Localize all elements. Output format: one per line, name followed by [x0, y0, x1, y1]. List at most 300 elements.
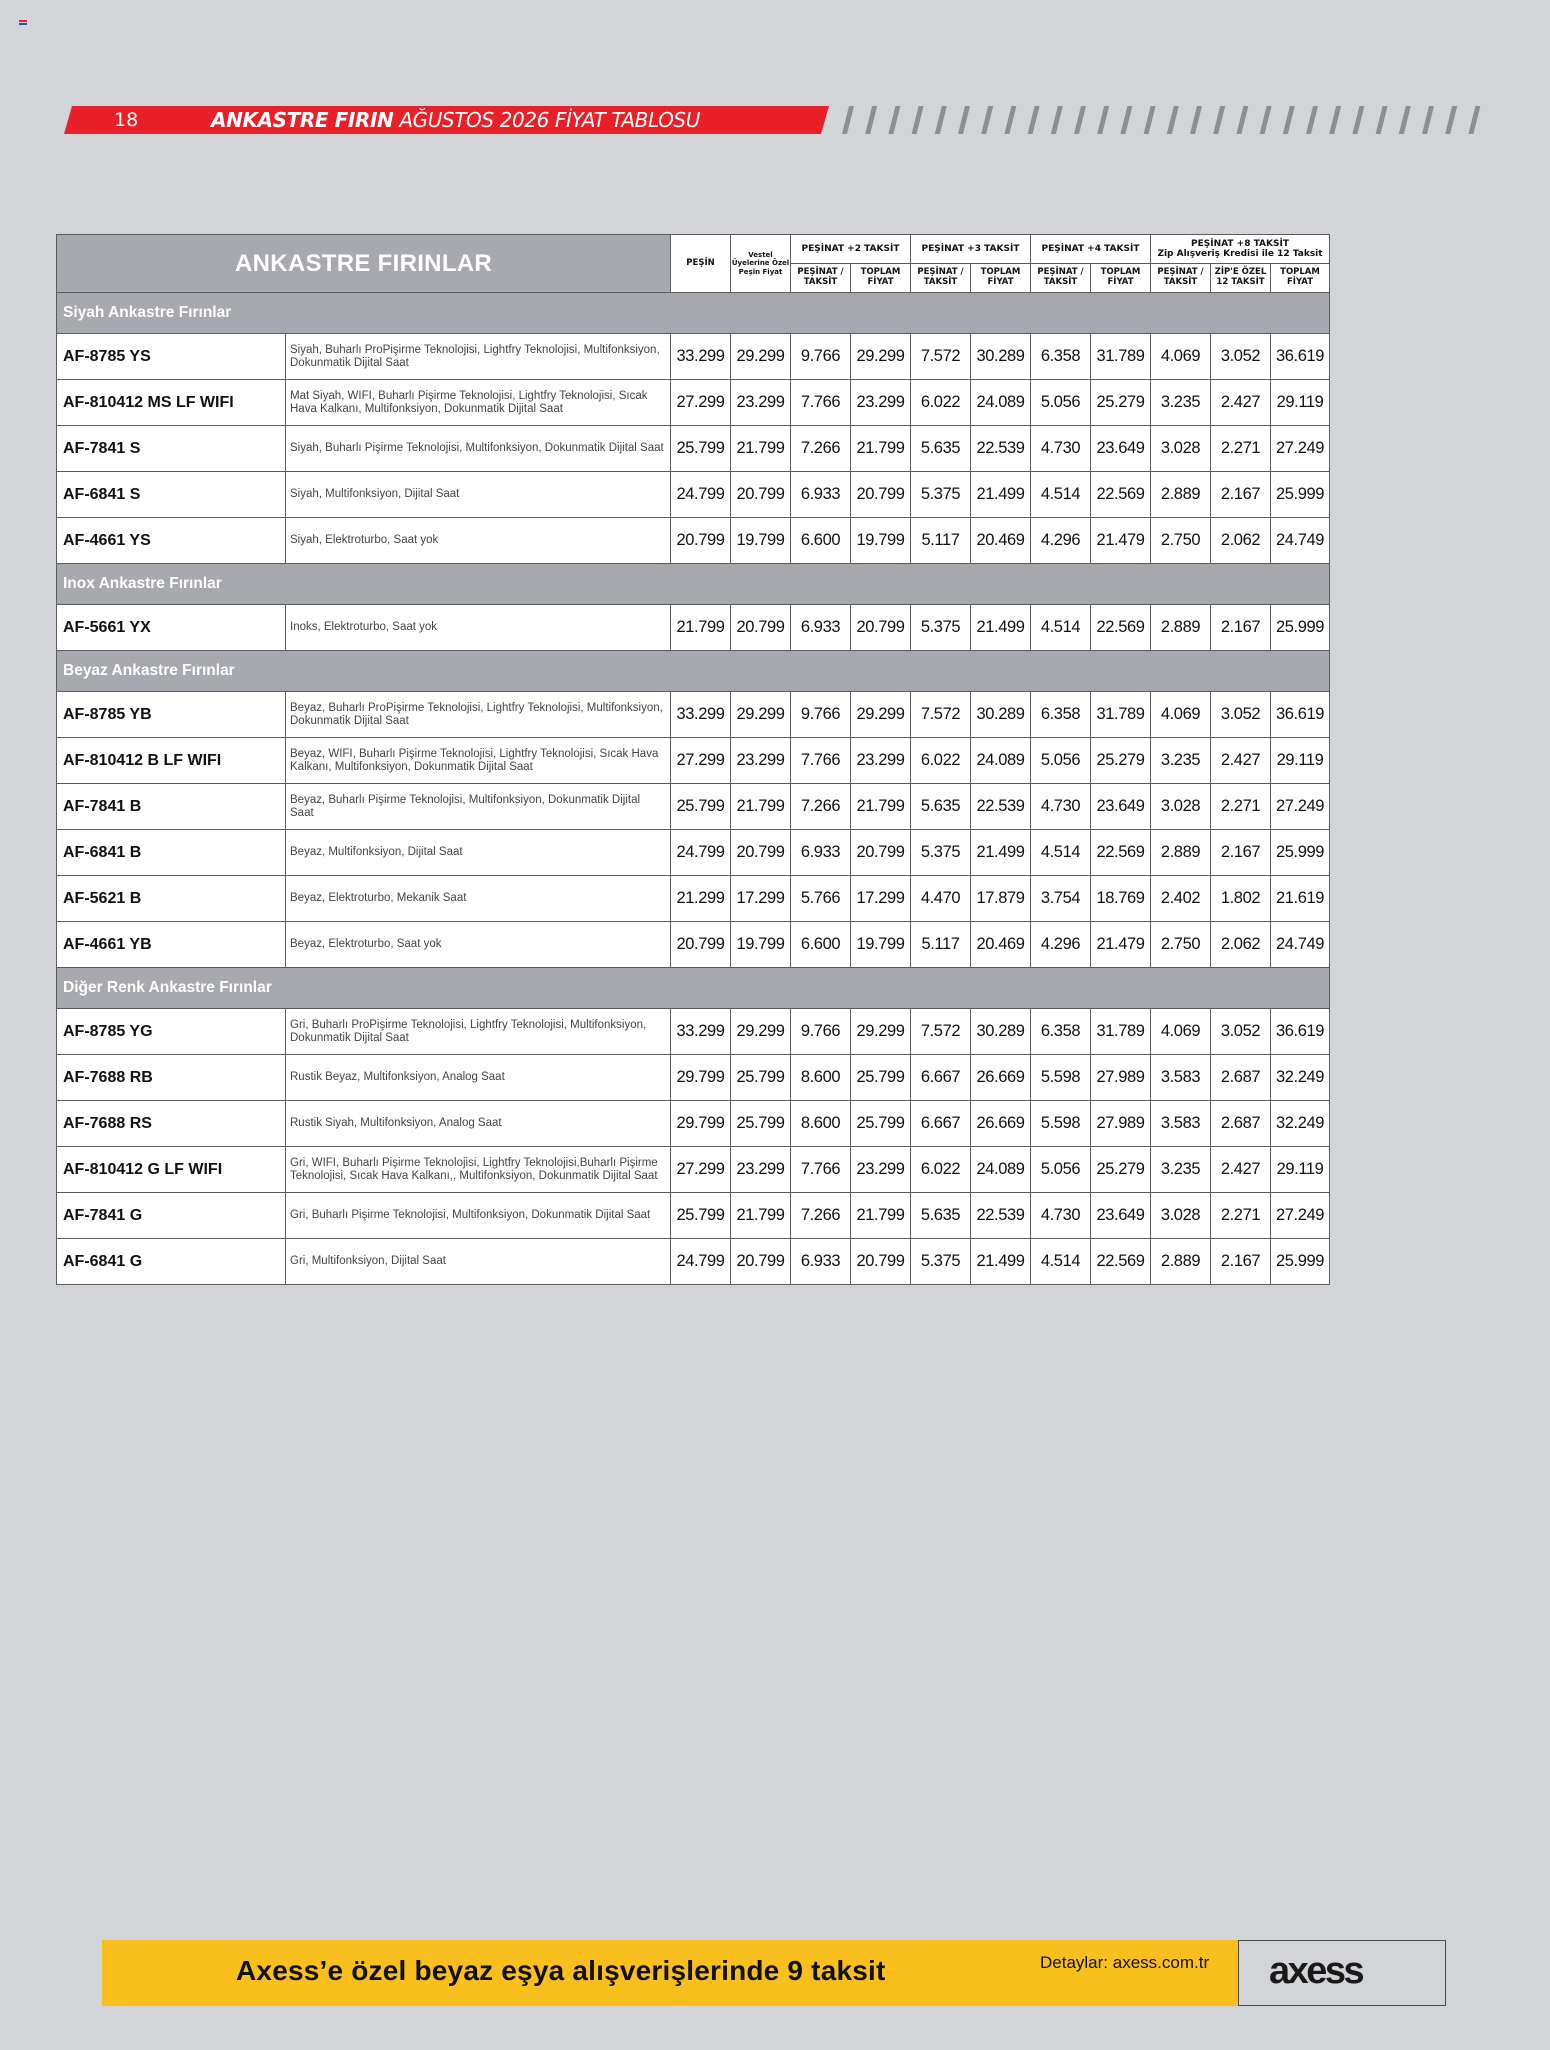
- price-cell: 33.299: [671, 334, 731, 380]
- stripe: [1445, 106, 1457, 134]
- price-cell: 4.069: [1151, 334, 1211, 380]
- price-cell: 7.266: [791, 426, 851, 472]
- price-cell: 2.889: [1151, 830, 1211, 876]
- axess-logo-box: [1238, 1940, 1446, 2006]
- stripe: [1074, 106, 1086, 134]
- price-cell: 20.799: [731, 472, 791, 518]
- price-cell: 31.789: [1091, 692, 1151, 738]
- price-cell: 2.889: [1151, 472, 1211, 518]
- price-cell: 22.539: [971, 426, 1031, 472]
- stripe: [865, 106, 877, 134]
- price-table: [56, 234, 1330, 1285]
- price-cell: 4.514: [1031, 472, 1091, 518]
- description-cell: Siyah, Buharlı Pişirme Teknolojisi, Multifonksiyon, Dokunmatik Dijital Saat: [286, 426, 671, 472]
- price-cell: 21.799: [731, 426, 791, 472]
- group-header-2-taksit: PEŞİNAT +2 TAKSİT: [791, 235, 911, 264]
- price-cell: 3.028: [1151, 426, 1211, 472]
- price-cell: 2.889: [1151, 1239, 1211, 1285]
- price-cell: 22.539: [971, 784, 1031, 830]
- subheader-toplam-fiyat: TOPLAM FİYAT: [971, 264, 1031, 293]
- price-cell: 2.167: [1211, 472, 1271, 518]
- price-cell: 25.799: [671, 784, 731, 830]
- price-cell: 7.572: [911, 1009, 971, 1055]
- price-cell: 3.754: [1031, 876, 1091, 922]
- description-cell: Gri, WIFI, Buharlı Pişirme Teknolojisi, Lightfry Teknolojisi,Buharlı Pişirme Teknolojisi, Sıcak Hava Kalkanı,, Multifonksiyon, Dokunmatik Dijital Saat: [286, 1147, 671, 1193]
- stripe: [958, 106, 970, 134]
- table-row: [57, 830, 1330, 876]
- price-cell: 5.117: [911, 518, 971, 564]
- section-title: Diğer Renk Ankastre Fırınlar: [57, 968, 1330, 1009]
- model-cell: AF-7688 RS: [57, 1101, 286, 1147]
- table-row: [57, 922, 1330, 968]
- price-cell: 21.799: [851, 1193, 911, 1239]
- price-cell: 2.427: [1211, 1147, 1271, 1193]
- model-cell: AF-8785 YB: [57, 692, 286, 738]
- model-cell: AF-5621 B: [57, 876, 286, 922]
- group-header-8-line2: Zip Alışveriş Kredisi ile 12 Taksit: [1157, 249, 1323, 259]
- model-cell: AF-6841 G: [57, 1239, 286, 1285]
- model-cell: AF-7841 G: [57, 1193, 286, 1239]
- price-cell: 27.989: [1091, 1101, 1151, 1147]
- price-cell: 6.022: [911, 738, 971, 784]
- price-cell: 5.375: [911, 830, 971, 876]
- details-link[interactable]: Detaylar: axess.com.tr: [1040, 1953, 1210, 1972]
- price-cell: 24.089: [971, 738, 1031, 784]
- price-cell: 23.299: [851, 380, 911, 426]
- price-cell: 22.569: [1091, 472, 1151, 518]
- price-cell: 19.799: [731, 518, 791, 564]
- price-cell: 21.799: [851, 784, 911, 830]
- description-cell: Beyaz, Elektroturbo, Saat yok: [286, 922, 671, 968]
- price-cell: 21.799: [671, 605, 731, 651]
- price-cell: 26.669: [971, 1055, 1031, 1101]
- group-header-8-line1: PEŞİNAT +8 TAKSİT: [1191, 238, 1289, 249]
- price-cell: 20.799: [851, 472, 911, 518]
- price-cell: 6.933: [791, 830, 851, 876]
- stripe: [1468, 106, 1480, 134]
- section-row: [57, 651, 1330, 692]
- price-cell: 36.619: [1271, 692, 1330, 738]
- price-cell: 3.028: [1151, 784, 1211, 830]
- price-cell: 21.799: [731, 784, 791, 830]
- subheader-pesinat-taksit: PEŞİNAT / TAKSİT: [911, 264, 971, 293]
- page-title-rest: AĞUSTOS 2026 FİYAT TABLOSU: [393, 108, 700, 132]
- table-row: [57, 1193, 1330, 1239]
- price-cell: 27.249: [1271, 426, 1330, 472]
- corner-flag-icon: [19, 20, 27, 27]
- description-cell: Inoks, Elektroturbo, Saat yok: [286, 605, 671, 651]
- price-cell: 25.279: [1091, 380, 1151, 426]
- price-cell: 29.299: [851, 1009, 911, 1055]
- price-cell: 7.766: [791, 380, 851, 426]
- stripe: [1352, 106, 1364, 134]
- price-cell: 6.667: [911, 1055, 971, 1101]
- table-body: [57, 293, 1330, 1285]
- price-cell: 2.750: [1151, 518, 1211, 564]
- price-cell: 2.271: [1211, 426, 1271, 472]
- section-title: Beyaz Ankastre Fırınlar: [57, 651, 1330, 692]
- price-cell: 19.799: [731, 922, 791, 968]
- stripe: [1283, 106, 1295, 134]
- description-cell: Beyaz, Multifonksiyon, Dijital Saat: [286, 830, 671, 876]
- group-header-8-taksit: [1151, 235, 1330, 264]
- price-cell: 7.766: [791, 1147, 851, 1193]
- price-cell: 3.235: [1151, 738, 1211, 784]
- price-cell: 25.999: [1271, 830, 1330, 876]
- price-cell: 9.766: [791, 692, 851, 738]
- price-cell: 24.799: [671, 830, 731, 876]
- price-cell: 5.056: [1031, 380, 1091, 426]
- stripe: [1144, 106, 1156, 134]
- stripe: [1004, 106, 1016, 134]
- price-cell: 4.730: [1031, 426, 1091, 472]
- table-row: [57, 380, 1330, 426]
- price-cell: 21.479: [1091, 922, 1151, 968]
- price-cell: 25.799: [731, 1101, 791, 1147]
- model-cell: AF-6841 S: [57, 472, 286, 518]
- price-cell: 5.375: [911, 605, 971, 651]
- price-cell: 24.749: [1271, 922, 1330, 968]
- description-cell: Gri, Multifonksiyon, Dijital Saat: [286, 1239, 671, 1285]
- price-cell: 22.569: [1091, 605, 1151, 651]
- price-cell: 30.289: [971, 1009, 1031, 1055]
- model-cell: AF-810412 MS LF WIFI: [57, 380, 286, 426]
- price-cell: 29.299: [731, 692, 791, 738]
- section-row: [57, 293, 1330, 334]
- price-cell: 3.052: [1211, 692, 1271, 738]
- price-cell: 2.167: [1211, 1239, 1271, 1285]
- price-cell: 32.249: [1271, 1101, 1330, 1147]
- price-cell: 6.600: [791, 518, 851, 564]
- stripe: [1399, 106, 1411, 134]
- price-cell: 6.358: [1031, 692, 1091, 738]
- price-cell: 9.766: [791, 334, 851, 380]
- model-cell: AF-8785 YS: [57, 334, 286, 380]
- price-cell: 5.766: [791, 876, 851, 922]
- price-cell: 21.479: [1091, 518, 1151, 564]
- price-cell: 20.469: [971, 922, 1031, 968]
- stripe: [842, 106, 854, 134]
- price-cell: 6.600: [791, 922, 851, 968]
- stripe: [1028, 106, 1040, 134]
- col-header-pesin: PEŞİN: [671, 235, 731, 293]
- price-cell: 24.089: [971, 1147, 1031, 1193]
- price-cell: 29.119: [1271, 1147, 1330, 1193]
- price-cell: 4.296: [1031, 518, 1091, 564]
- description-cell: Rustik Siyah, Multifonksiyon, Analog Saat: [286, 1101, 671, 1147]
- price-cell: 27.249: [1271, 1193, 1330, 1239]
- price-cell: 6.022: [911, 380, 971, 426]
- stripe: [1120, 106, 1132, 134]
- page-title-bold: ANKASTRE FIRIN: [211, 108, 394, 132]
- price-cell: 25.799: [731, 1055, 791, 1101]
- subheader-toplam-fiyat: TOPLAM FİYAT: [1271, 264, 1330, 293]
- table-row: [57, 518, 1330, 564]
- description-cell: Gri, Buharlı Pişirme Teknolojisi, Multifonksiyon, Dokunmatik Dijital Saat: [286, 1193, 671, 1239]
- table-row: [57, 876, 1330, 922]
- price-cell: 33.299: [671, 1009, 731, 1055]
- price-cell: 5.056: [1031, 1147, 1091, 1193]
- price-cell: 2.687: [1211, 1101, 1271, 1147]
- price-cell: 2.750: [1151, 922, 1211, 968]
- price-cell: 25.999: [1271, 1239, 1330, 1285]
- table-row: [57, 472, 1330, 518]
- price-cell: 7.766: [791, 738, 851, 784]
- price-cell: 2.271: [1211, 1193, 1271, 1239]
- price-cell: 5.635: [911, 784, 971, 830]
- stripe: [1051, 106, 1063, 134]
- price-cell: 29.299: [851, 334, 911, 380]
- price-cell: 23.299: [731, 738, 791, 784]
- price-cell: 23.299: [731, 1147, 791, 1193]
- axess-logo: axess: [1269, 1950, 1363, 1992]
- price-cell: 25.999: [1271, 472, 1330, 518]
- price-cell: 6.933: [791, 472, 851, 518]
- price-cell: 17.299: [851, 876, 911, 922]
- stripe: [912, 106, 924, 134]
- price-cell: 27.249: [1271, 784, 1330, 830]
- stripe: [1329, 106, 1341, 134]
- price-cell: 33.299: [671, 692, 731, 738]
- price-cell: 3.028: [1151, 1193, 1211, 1239]
- table-row: [57, 605, 1330, 651]
- table-row: [57, 738, 1330, 784]
- price-cell: 18.769: [1091, 876, 1151, 922]
- price-cell: 21.499: [971, 1239, 1031, 1285]
- price-cell: 5.598: [1031, 1101, 1091, 1147]
- price-cell: 4.730: [1031, 784, 1091, 830]
- subheader-pesinat-taksit: PEŞİNAT / TAKSİT: [1151, 264, 1211, 293]
- price-cell: 22.569: [1091, 830, 1151, 876]
- table-main-title: ANKASTRE FIRINLAR: [57, 235, 671, 293]
- price-cell: 3.235: [1151, 380, 1211, 426]
- stripe: [1213, 106, 1225, 134]
- price-cell: 25.279: [1091, 1147, 1151, 1193]
- price-cell: 3.052: [1211, 1009, 1271, 1055]
- price-cell: 4.730: [1031, 1193, 1091, 1239]
- price-cell: 27.299: [671, 738, 731, 784]
- page-number: 18: [114, 109, 139, 131]
- price-cell: 20.469: [971, 518, 1031, 564]
- model-cell: AF-5661 YX: [57, 605, 286, 651]
- price-cell: 25.799: [851, 1055, 911, 1101]
- price-cell: 5.056: [1031, 738, 1091, 784]
- price-cell: 23.299: [851, 1147, 911, 1193]
- stripe: [888, 106, 900, 134]
- price-cell: 24.799: [671, 1239, 731, 1285]
- price-cell: 5.117: [911, 922, 971, 968]
- model-cell: AF-7688 RB: [57, 1055, 286, 1101]
- table-row: [57, 426, 1330, 472]
- price-cell: 21.799: [851, 426, 911, 472]
- price-cell: 20.799: [731, 830, 791, 876]
- price-cell: 20.799: [851, 830, 911, 876]
- price-cell: 5.635: [911, 426, 971, 472]
- price-cell: 22.569: [1091, 1239, 1151, 1285]
- stripe: [1167, 106, 1179, 134]
- subheader-toplam-fiyat: TOPLAM FİYAT: [851, 264, 911, 293]
- price-cell: 20.799: [851, 1239, 911, 1285]
- price-cell: 4.514: [1031, 1239, 1091, 1285]
- description-cell: Siyah, Buharlı ProPişirme Teknolojisi, Lightfry Teknolojisi, Multifonksiyon, Dokunmatik Dijital Saat: [286, 334, 671, 380]
- subheader-toplam-fiyat: TOPLAM FİYAT: [1091, 264, 1151, 293]
- section-title: Siyah Ankastre Fırınlar: [57, 293, 1330, 334]
- price-cell: 2.427: [1211, 738, 1271, 784]
- section-title: Inox Ankastre Fırınlar: [57, 564, 1330, 605]
- price-cell: 20.799: [671, 518, 731, 564]
- model-cell: AF-6841 B: [57, 830, 286, 876]
- table-row: [57, 1009, 1330, 1055]
- price-cell: 2.062: [1211, 518, 1271, 564]
- model-cell: AF-7841 B: [57, 784, 286, 830]
- description-cell: Beyaz, Elektroturbo, Mekanik Saat: [286, 876, 671, 922]
- description-cell: Siyah, Elektroturbo, Saat yok: [286, 518, 671, 564]
- model-cell: AF-7841 S: [57, 426, 286, 472]
- price-cell: 20.799: [731, 605, 791, 651]
- price-cell: 25.999: [1271, 605, 1330, 651]
- price-cell: 4.514: [1031, 830, 1091, 876]
- price-cell: 3.052: [1211, 334, 1271, 380]
- stripe: [1236, 106, 1248, 134]
- price-cell: 27.299: [671, 1147, 731, 1193]
- price-cell: 29.799: [671, 1101, 731, 1147]
- subheader-pesinat-taksit: PEŞİNAT / TAKSİT: [1031, 264, 1091, 293]
- stripe: [1190, 106, 1202, 134]
- price-cell: 25.279: [1091, 738, 1151, 784]
- price-cell: 6.933: [791, 605, 851, 651]
- page-header-band: [64, 106, 829, 134]
- description-cell: Mat Siyah, WIFI, Buharlı Pişirme Teknolojisi, Lightfry Teknolojisi, Sıcak Hava Kalkanı, Multifonksiyon, Dokunmatik Dijital Saat: [286, 380, 671, 426]
- price-cell: 29.119: [1271, 380, 1330, 426]
- group-header-4-taksit: PEŞİNAT +4 TAKSİT: [1031, 235, 1151, 264]
- price-cell: 30.289: [971, 334, 1031, 380]
- price-cell: 21.799: [731, 1193, 791, 1239]
- price-cell: 21.299: [671, 876, 731, 922]
- section-row: [57, 564, 1330, 605]
- price-cell: 4.296: [1031, 922, 1091, 968]
- price-cell: 4.470: [911, 876, 971, 922]
- price-cell: 19.799: [851, 922, 911, 968]
- price-cell: 6.358: [1031, 334, 1091, 380]
- price-cell: 31.789: [1091, 1009, 1151, 1055]
- table-row: [57, 1055, 1330, 1101]
- price-cell: 5.598: [1031, 1055, 1091, 1101]
- table-row: [57, 334, 1330, 380]
- price-cell: 2.271: [1211, 784, 1271, 830]
- price-cell: 4.069: [1151, 692, 1211, 738]
- stripe: [1260, 106, 1272, 134]
- price-cell: 24.749: [1271, 518, 1330, 564]
- table-row: [57, 1239, 1330, 1285]
- price-cell: 29.799: [671, 1055, 731, 1101]
- table-row: [57, 1101, 1330, 1147]
- price-cell: 2.062: [1211, 922, 1271, 968]
- price-cell: 2.167: [1211, 605, 1271, 651]
- price-cell: 21.499: [971, 472, 1031, 518]
- price-cell: 21.499: [971, 605, 1031, 651]
- price-cell: 23.299: [731, 380, 791, 426]
- price-cell: 8.600: [791, 1055, 851, 1101]
- price-cell: 9.766: [791, 1009, 851, 1055]
- description-cell: Beyaz, Buharlı Pişirme Teknolojisi, Multifonksiyon, Dokunmatik Dijital Saat: [286, 784, 671, 830]
- price-cell: 4.514: [1031, 605, 1091, 651]
- price-cell: 17.879: [971, 876, 1031, 922]
- price-cell: 21.619: [1271, 876, 1330, 922]
- price-cell: 30.289: [971, 692, 1031, 738]
- price-cell: 2.889: [1151, 605, 1211, 651]
- price-cell: 20.799: [731, 1239, 791, 1285]
- description-cell: Beyaz, Buharlı ProPişirme Teknolojisi, Lightfry Teknolojisi, Multifonksiyon, Dokunmatik Dijital Saat: [286, 692, 671, 738]
- price-cell: 20.799: [671, 922, 731, 968]
- model-cell: AF-810412 B LF WIFI: [57, 738, 286, 784]
- price-cell: 3.583: [1151, 1055, 1211, 1101]
- price-cell: 6.358: [1031, 1009, 1091, 1055]
- price-cell: 29.299: [851, 692, 911, 738]
- price-cell: 23.299: [851, 738, 911, 784]
- subheader-zip-12-taksit: ZİP'E ÖZEL 12 TAKSİT: [1211, 264, 1271, 293]
- description-cell: Gri, Buharlı ProPişirme Teknolojisi, Lightfry Teknolojisi, Multifonksiyon, Dokunmatik Dijital Saat: [286, 1009, 671, 1055]
- price-cell: 7.572: [911, 692, 971, 738]
- col-header-vestel-price: Vestel Üyelerine Özel Peşin Fiyat: [731, 235, 791, 293]
- price-cell: 20.799: [851, 605, 911, 651]
- stripe: [1306, 106, 1318, 134]
- price-cell: 6.667: [911, 1101, 971, 1147]
- model-cell: AF-4661 YB: [57, 922, 286, 968]
- model-cell: AF-4661 YS: [57, 518, 286, 564]
- price-cell: 36.619: [1271, 334, 1330, 380]
- subheader-pesinat-taksit: PEŞİNAT / TAKSİT: [791, 264, 851, 293]
- stripe: [1376, 106, 1388, 134]
- price-cell: 29.299: [731, 1009, 791, 1055]
- stripe: [1422, 106, 1434, 134]
- price-cell: 2.167: [1211, 830, 1271, 876]
- price-cell: 23.649: [1091, 784, 1151, 830]
- price-cell: 32.249: [1271, 1055, 1330, 1101]
- price-cell: 3.235: [1151, 1147, 1211, 1193]
- table-row: [57, 784, 1330, 830]
- price-cell: 6.933: [791, 1239, 851, 1285]
- promo-text: Axess’e özel beyaz eşya alışverişlerinde 9 taksit: [236, 1955, 886, 1986]
- price-cell: 21.499: [971, 830, 1031, 876]
- price-cell: 7.266: [791, 784, 851, 830]
- table-row: [57, 692, 1330, 738]
- price-cell: 22.539: [971, 1193, 1031, 1239]
- price-cell: 7.572: [911, 334, 971, 380]
- price-cell: 19.799: [851, 518, 911, 564]
- price-cell: 27.299: [671, 380, 731, 426]
- price-cell: 7.266: [791, 1193, 851, 1239]
- description-cell: Beyaz, WIFI, Buharlı Pişirme Teknolojisi, Lightfry Teknolojisi, Sıcak Hava Kalkanı, Multifonksiyon, Dokunmatik Dijital Saat: [286, 738, 671, 784]
- price-cell: 26.669: [971, 1101, 1031, 1147]
- model-cell: AF-8785 YG: [57, 1009, 286, 1055]
- page-title: [211, 108, 700, 132]
- price-cell: 8.600: [791, 1101, 851, 1147]
- price-cell: 2.427: [1211, 380, 1271, 426]
- stripe: [1097, 106, 1109, 134]
- price-cell: 6.022: [911, 1147, 971, 1193]
- price-cell: 24.089: [971, 380, 1031, 426]
- stripe: [981, 106, 993, 134]
- price-cell: 5.635: [911, 1193, 971, 1239]
- group-header-3-taksit: PEŞİNAT +3 TAKSİT: [911, 235, 1031, 264]
- promo-banner: [102, 1940, 1238, 2006]
- price-cell: 36.619: [1271, 1009, 1330, 1055]
- price-cell: 5.375: [911, 472, 971, 518]
- price-cell: 29.299: [731, 334, 791, 380]
- price-cell: 1.802: [1211, 876, 1271, 922]
- price-cell: 25.799: [851, 1101, 911, 1147]
- price-cell: 2.687: [1211, 1055, 1271, 1101]
